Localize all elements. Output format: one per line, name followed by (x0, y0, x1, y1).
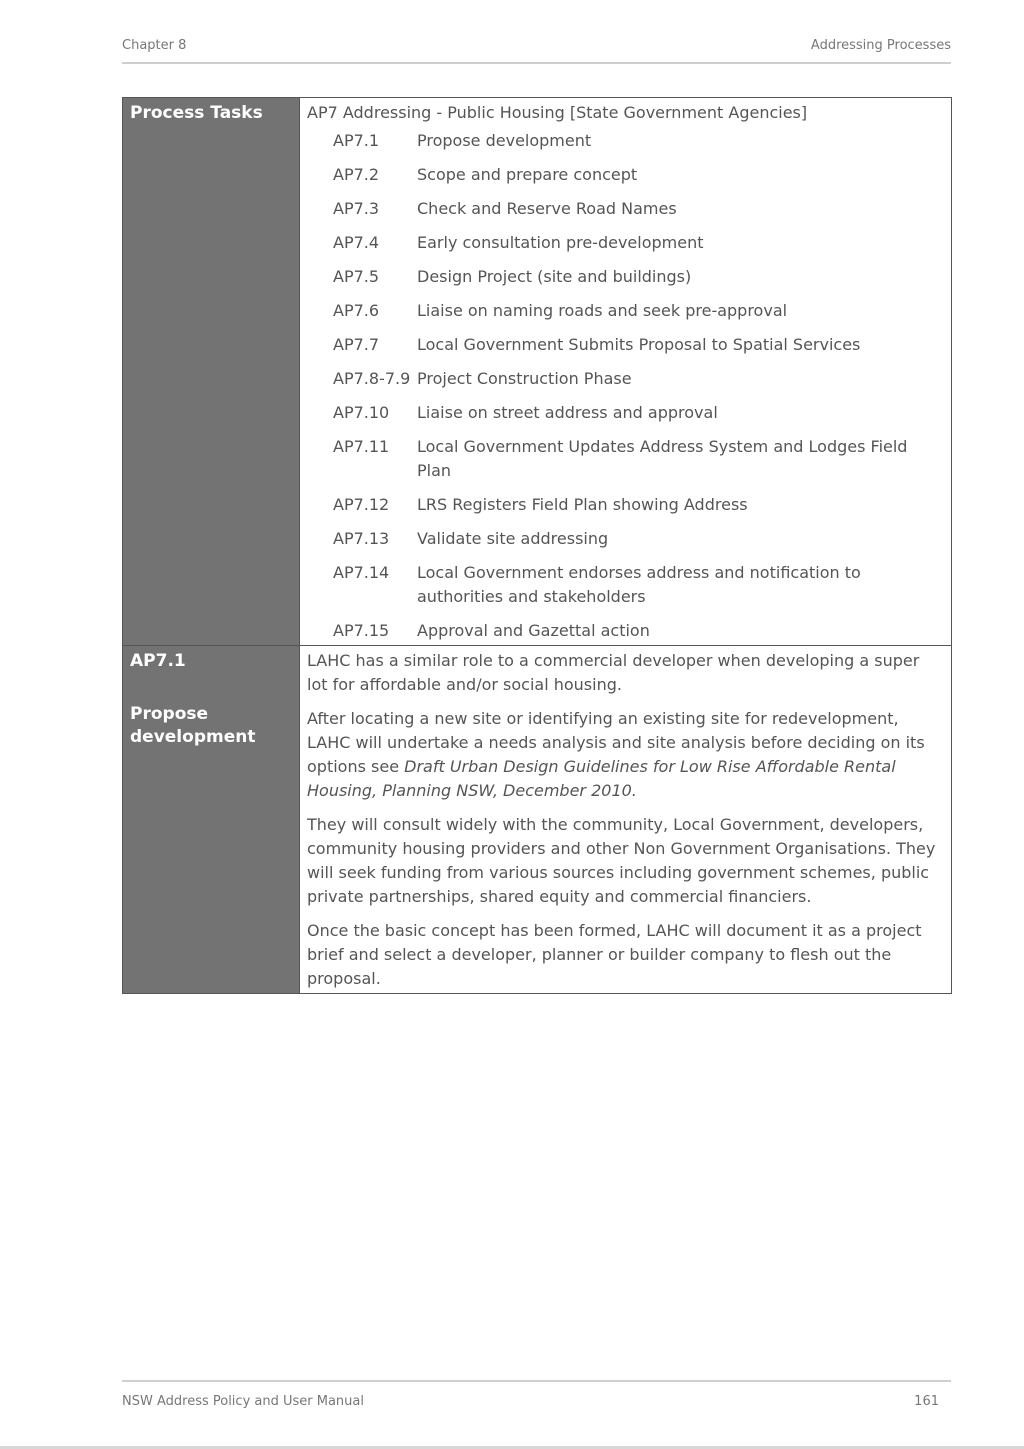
paragraph (307, 707, 943, 803)
task-code: AP7.8-7.9 (333, 369, 411, 388)
task-text: Propose development (417, 131, 592, 150)
task-text: Early consultation pre-development (417, 233, 704, 252)
task-code: AP7.7 (333, 335, 380, 354)
task-item (307, 401, 951, 425)
ap71-title: Propose development (130, 704, 256, 747)
task-item (307, 493, 951, 517)
task-code: AP7.4 (333, 233, 380, 252)
process-table (122, 97, 952, 994)
task-code: AP7.12 (333, 495, 390, 514)
task-code: AP7.5 (333, 267, 380, 286)
task-code: AP7.15 (333, 621, 390, 640)
page-number: 161 (914, 1394, 939, 1409)
process-tasks-label: Process Tasks (130, 103, 263, 123)
task-text: Check and Reserve Road Names (417, 199, 677, 218)
task-list (307, 129, 951, 643)
chapter-label: Chapter 8 (122, 38, 187, 53)
task-text: Scope and prepare concept (417, 165, 638, 184)
paragraph: They will consult widely with the community, Local Government, developers, community housing providers and other Non Government Organisations. They will seek funding from various sources including government schemes, public private partnerships, shared equity and commercial financiers. (307, 815, 936, 906)
task-item (307, 367, 951, 391)
task-item (307, 231, 951, 255)
task-code: AP7.3 (333, 199, 380, 218)
process-tasks-cell (300, 98, 952, 646)
manual-title: NSW Address Policy and User Manual (122, 1394, 364, 1409)
task-code: AP7.10 (333, 403, 390, 422)
task-item (307, 619, 951, 643)
paragraph: Once the basic concept has been formed, LAHC will document it as a project brief and select a developer, planner or builder company to flesh out the proposal. (307, 921, 922, 988)
task-item (307, 299, 951, 323)
task-code: AP7.11 (333, 437, 390, 456)
task-item (307, 129, 951, 153)
paragraph-text: After locating a new site or identifying an existing site for redevelopment, LAHC will undertake a needs analysis and site analysis before deciding on its options see (307, 709, 925, 776)
task-text: Local Government endorses address and notification to authorities and stakeholders (417, 563, 861, 606)
process-heading: AP7 Addressing - Public Housing [State Government Agencies] (307, 103, 808, 122)
task-text: Approval and Gazettal action (417, 621, 650, 640)
task-code: AP7.13 (333, 529, 390, 548)
task-text: Validate site addressing (417, 529, 609, 548)
task-text: Liaise on naming roads and seek pre-approval (417, 301, 788, 320)
task-item (307, 527, 951, 551)
page-footer (122, 1380, 951, 1409)
task-text: Local Government Submits Proposal to Spatial Services (417, 335, 861, 354)
task-code: AP7.1 (333, 131, 380, 150)
task-item (307, 265, 951, 289)
task-text: Design Project (site and buildings) (417, 267, 692, 286)
process-tasks-side-cell (123, 98, 300, 646)
paragraph: LAHC has a similar role to a commercial developer when developing a super lot for affordable and/or social housing. (307, 651, 920, 694)
ap71-description-cell (300, 646, 952, 994)
task-item (307, 561, 951, 609)
task-item (307, 333, 951, 357)
task-text: Liaise on street address and approval (417, 403, 718, 422)
ap71-code: AP7.1 (130, 651, 186, 671)
task-code: AP7.2 (333, 165, 380, 184)
ap71-side-cell (123, 646, 300, 994)
task-code: AP7.6 (333, 301, 380, 320)
task-text: Project Construction Phase (417, 369, 632, 388)
task-text: Local Government Updates Address System and Lodges Field Plan (417, 437, 908, 480)
task-code: AP7.14 (333, 563, 390, 582)
process-tasks-row (123, 98, 952, 646)
task-item (307, 197, 951, 221)
ap71-row (123, 646, 952, 994)
task-item (307, 435, 951, 483)
page-header (122, 38, 951, 64)
task-text: LRS Registers Field Plan showing Address (417, 495, 748, 514)
section-label: Addressing Processes (810, 38, 951, 53)
task-item (307, 163, 951, 187)
guideline-reference: Draft Urban Design Guidelines for Low Rise Affordable Rental Housing, Planning NSW, December 2010. (307, 757, 896, 800)
